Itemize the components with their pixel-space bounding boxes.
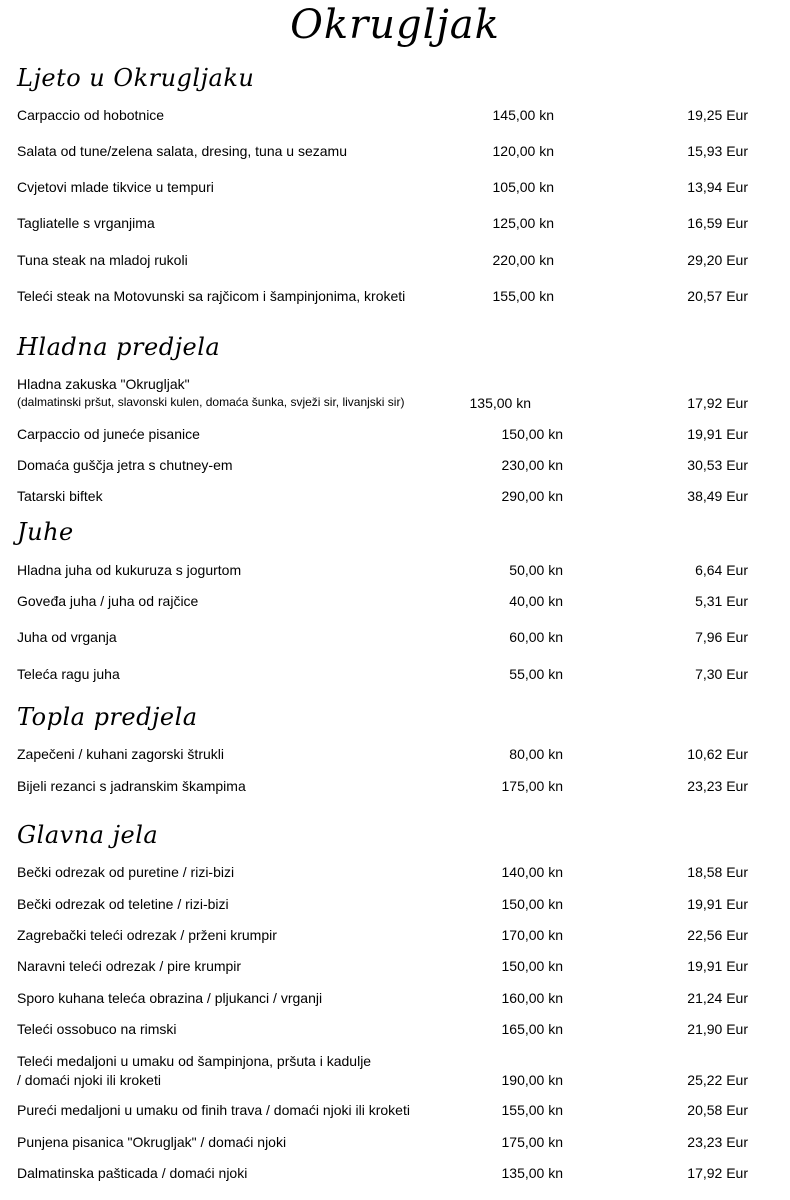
item-price-kn: 160,00 kn	[501, 990, 563, 1006]
menu-item	[0, 629, 790, 649]
item-price-kn: 50,00 kn	[509, 562, 563, 578]
item-price-kn: 140,00 kn	[501, 864, 563, 880]
item-name: Pureći medaljoni u umaku od finih trava / domaći njoki ili kroketi	[17, 1102, 410, 1118]
item-name-continued: / domaći njoki ili kroketi	[17, 1072, 161, 1088]
item-name: Tagliatelle s vrganjima	[17, 215, 155, 231]
item-price-eur: 30,53 Eur	[687, 457, 748, 473]
item-price-kn: 105,00 kn	[492, 179, 554, 195]
menu-item	[0, 778, 790, 798]
menu-item	[0, 252, 790, 272]
item-price-kn: 80,00 kn	[509, 746, 563, 762]
menu-item	[0, 927, 790, 947]
menu-item	[0, 958, 790, 978]
item-name: Tatarski biftek	[17, 488, 103, 504]
menu-item	[0, 896, 790, 916]
menu-item	[0, 746, 790, 766]
section-heading-hladna-predjela: Hladna predjela	[17, 333, 221, 361]
item-price-eur: 21,24 Eur	[687, 990, 748, 1006]
item-price-eur: 13,94 Eur	[687, 179, 748, 195]
item-price-eur: 10,62 Eur	[687, 746, 748, 762]
menu-item	[0, 179, 790, 199]
section-heading-topla-predjela: Topla predjela	[17, 703, 198, 731]
item-price-kn: 155,00 kn	[492, 288, 554, 304]
menu-item	[0, 666, 790, 686]
item-price-eur: 5,31 Eur	[695, 593, 748, 609]
item-price-eur: 29,20 Eur	[687, 252, 748, 268]
item-price-eur: 15,93 Eur	[687, 143, 748, 159]
item-name: Goveđa juha / juha od rajčice	[17, 593, 199, 609]
item-name: Teleća ragu juha	[17, 666, 120, 682]
item-name: Tuna steak na mladoj rukoli	[17, 252, 188, 268]
item-price-kn: 170,00 kn	[501, 927, 563, 943]
menu-item	[0, 1134, 790, 1154]
item-price-kn: 60,00 kn	[509, 629, 563, 645]
item-price-eur: 19,91 Eur	[687, 896, 748, 912]
item-price-eur: 38,49 Eur	[687, 488, 748, 504]
item-price-eur: 19,91 Eur	[687, 958, 748, 974]
menu-item	[0, 426, 790, 446]
item-price-kn: 290,00 kn	[501, 488, 563, 504]
item-price-kn: 175,00 kn	[501, 1134, 563, 1150]
item-price-eur: 16,59 Eur	[687, 215, 748, 231]
section-heading-juhe: Juhe	[17, 518, 74, 546]
menu-item	[0, 107, 790, 127]
menu-item	[0, 562, 790, 582]
item-price-kn: 220,00 kn	[492, 252, 554, 268]
item-price-kn: 230,00 kn	[501, 457, 563, 473]
item-name: Sporo kuhana teleća obrazina / pljukanci / vrganji	[17, 990, 323, 1006]
item-price-eur: 7,30 Eur	[695, 666, 748, 682]
item-price-kn: 135,00 kn	[501, 1165, 563, 1181]
menu-item	[0, 143, 790, 163]
item-price-eur: 17,92 Eur	[687, 395, 748, 411]
item-price-eur: 18,58 Eur	[687, 864, 748, 880]
item-price-kn: 165,00 kn	[501, 1021, 563, 1037]
menu-item	[0, 864, 790, 884]
item-name: Teleći steak na Motovunski sa rajčicom i šampinjonima, kroketi	[17, 288, 406, 304]
item-price-eur: 23,23 Eur	[687, 1134, 748, 1150]
item-price-kn: 120,00 kn	[492, 143, 554, 159]
item-name: Domaća guščja jetra s chutney-em	[17, 457, 233, 473]
item-price-eur: 20,57 Eur	[687, 288, 748, 304]
menu-item	[0, 457, 790, 477]
item-name: Teleći medaljoni u umaku od šampinjona, pršuta i kadulje	[17, 1053, 372, 1069]
item-name: Bečki odrezak od puretine / rizi-bizi	[17, 864, 235, 880]
item-description: (dalmatinski pršut, slavonski kulen, domaća šunka, svježi sir, livanjski sir)	[17, 395, 405, 409]
section-heading-ljeto: Ljeto u Okrugljaku	[17, 64, 255, 92]
item-price-kn: 155,00 kn	[501, 1102, 563, 1118]
menu-item	[0, 990, 790, 1010]
item-price-kn: 40,00 kn	[509, 593, 563, 609]
item-name: Juha od vrganja	[17, 629, 117, 645]
menu-item	[0, 288, 790, 308]
item-name: Zapečeni / kuhani zagorski štrukli	[17, 746, 224, 762]
menu-item	[0, 215, 790, 235]
item-price-eur: 19,25 Eur	[687, 107, 748, 123]
item-price-eur: 22,56 Eur	[687, 927, 748, 943]
section-heading-glavna-jela: Glavna jela	[17, 821, 159, 849]
item-price-kn: 150,00 kn	[501, 958, 563, 974]
item-name: Cvjetovi mlade tikvice u tempuri	[17, 179, 214, 195]
menu-item	[0, 1165, 790, 1185]
menu-item	[0, 1102, 790, 1122]
item-name: Punjena pisanica "Okrugljak" / domaći njoki	[17, 1134, 287, 1150]
item-price-eur: 25,22 Eur	[687, 1072, 748, 1088]
menu-item	[0, 1053, 790, 1093]
item-price-eur: 20,58 Eur	[687, 1102, 748, 1118]
item-price-kn: 55,00 kn	[509, 666, 563, 682]
item-price-kn: 145,00 kn	[492, 107, 554, 123]
item-price-kn: 125,00 kn	[492, 215, 554, 231]
item-name: Dalmatinska pašticada / domaći njoki	[17, 1165, 248, 1181]
item-name: Teleći ossobuco na rimski	[17, 1021, 177, 1037]
item-price-kn: 175,00 kn	[501, 778, 563, 794]
menu-item	[0, 376, 790, 416]
menu-title: Okrugljak	[290, 2, 500, 48]
item-price-eur: 23,23 Eur	[687, 778, 748, 794]
item-price-kn: 150,00 kn	[501, 896, 563, 912]
item-name: Bijeli rezanci s jadranskim škampima	[17, 778, 246, 794]
item-name: Salata od tune/zelena salata, dresing, tuna u sezamu	[17, 143, 347, 159]
item-price-eur: 21,90 Eur	[687, 1021, 748, 1037]
item-name: Carpaccio od juneće pisanice	[17, 426, 200, 442]
item-price-kn: 135,00 kn	[469, 395, 531, 411]
menu-item	[0, 488, 790, 508]
menu-item	[0, 593, 790, 613]
item-price-kn: 150,00 kn	[501, 426, 563, 442]
menu-item	[0, 1021, 790, 1041]
item-price-eur: 17,92 Eur	[687, 1165, 748, 1181]
item-name: Hladna zakuska "Okrugljak"	[17, 376, 190, 392]
item-price-eur: 7,96 Eur	[695, 629, 748, 645]
item-name: Bečki odrezak od teletine / rizi-bizi	[17, 896, 229, 912]
item-name: Zagrebački teleći odrezak / prženi krumpir	[17, 927, 277, 943]
item-price-eur: 6,64 Eur	[695, 562, 748, 578]
item-price-kn: 190,00 kn	[501, 1072, 563, 1088]
item-name: Naravni teleći odrezak / pire krumpir	[17, 958, 242, 974]
item-name: Hladna juha od kukuruza s jogurtom	[17, 562, 242, 578]
item-price-eur: 19,91 Eur	[687, 426, 748, 442]
item-name: Carpaccio od hobotnice	[17, 107, 165, 123]
